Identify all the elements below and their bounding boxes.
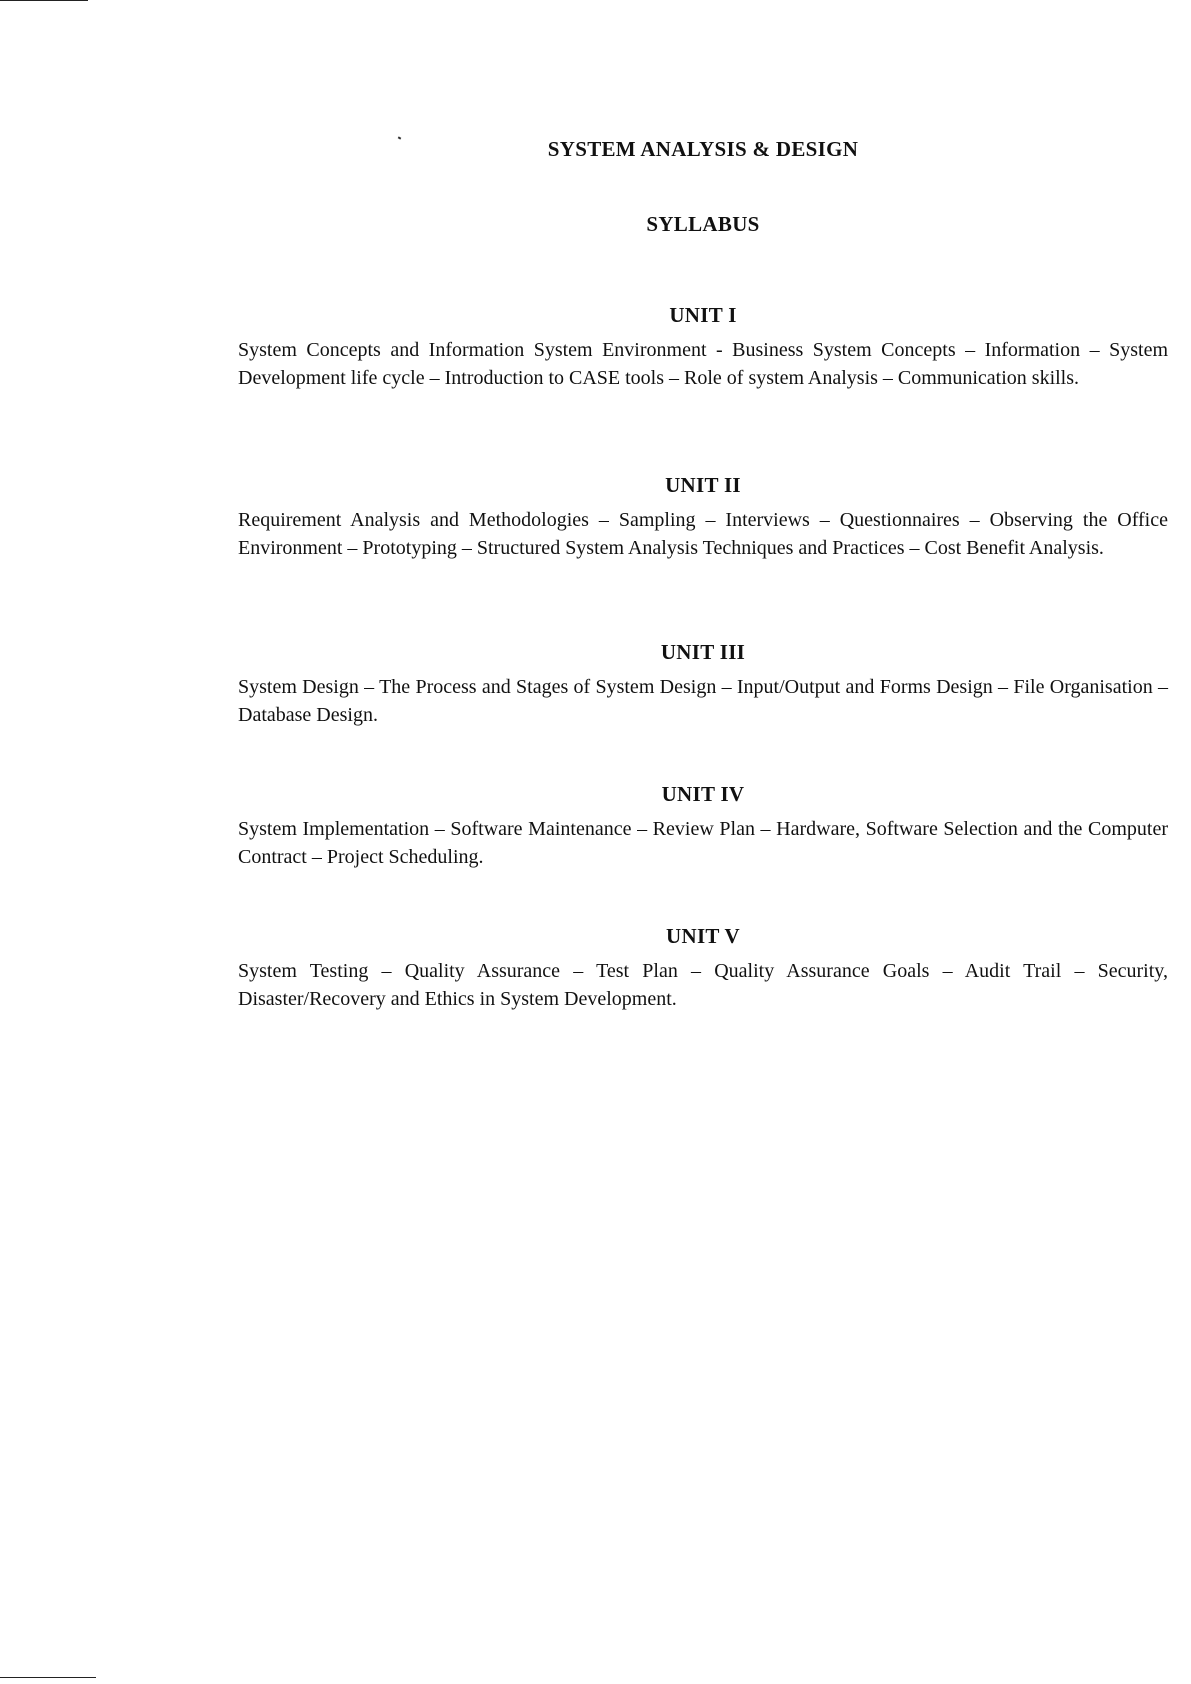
unit-section-3 [238,640,1168,729]
document-title: SYSTEM ANALYSIS & DESIGN [547,137,859,161]
scan-edge-line-top [0,0,88,1]
unit-heading: UNIT I [669,303,737,327]
unit-topics: System Design – The Process and Stages of System Design – Input/Output and Forms Design – File Organisation – Database Design. [238,676,1168,726]
unit-heading: UNIT IV [661,782,745,806]
scan-edge-line-bottom [0,1677,96,1678]
unit-topics: System Concepts and Information System Environment - Business System Concepts – Information – System Development life cycle – Introduction to CASE tools – Role of system Analysis – Communication skills. [238,339,1168,389]
unit-topics: Requirement Analysis and Methodologies – Sampling – Interviews – Questionnaires – Observing the Office Environment – Prototyping – Structured System Analysis Techniques and Practices – Cost Benefit Analysis. [238,509,1168,559]
unit-section-2 [238,473,1168,562]
unit-section-4 [238,782,1168,871]
unit-section-1 [238,303,1168,392]
unit-topics: System Implementation – Software Maintenance – Review Plan – Hardware, Software Selection and the Computer Contract – Project Scheduling. [238,818,1168,868]
unit-heading: UNIT II [665,473,741,497]
unit-section-5 [238,924,1168,1013]
unit-heading: UNIT V [666,924,740,948]
syllabus-heading: SYLLABUS [646,212,760,236]
unit-topics: System Testing – Quality Assurance – Test Plan – Quality Assurance Goals – Audit Trail – Security, Disaster/Recovery and Ethics in System Development. [238,960,1168,1010]
unit-heading: UNIT III [660,640,746,664]
